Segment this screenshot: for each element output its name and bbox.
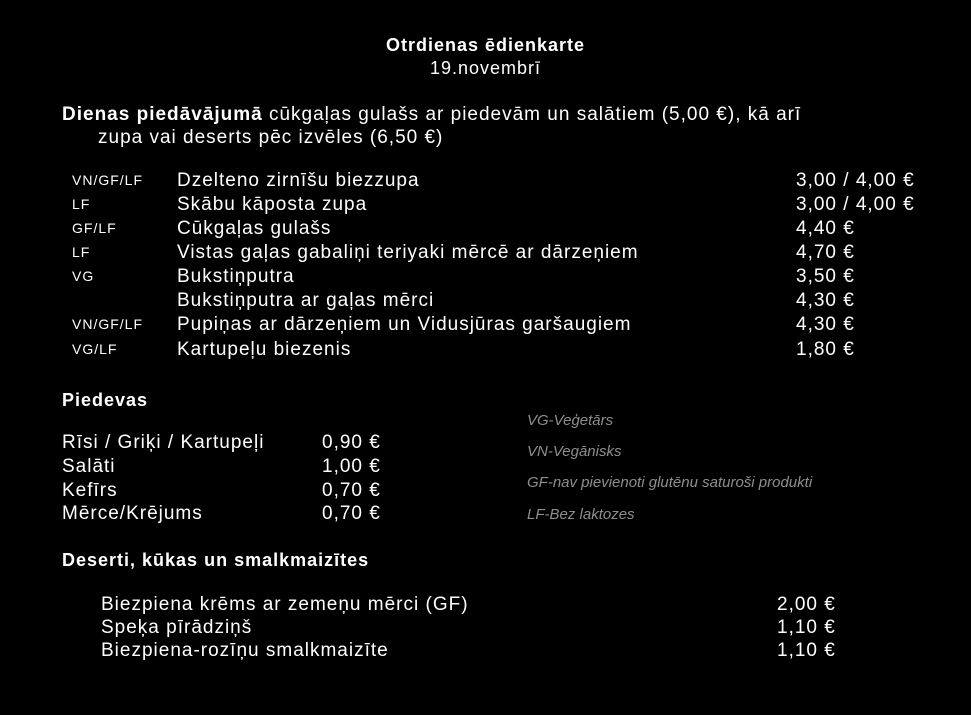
side-item xyxy=(0,480,500,504)
side-price: 0,70 € xyxy=(322,503,381,524)
side-price: 0,90 € xyxy=(322,432,381,453)
dish-name: Skābu kāposta zupa xyxy=(177,194,368,215)
diet-tag: VG xyxy=(72,268,95,284)
menu-item xyxy=(0,290,971,314)
dish-name: Cūkgaļas gulašs xyxy=(177,218,332,239)
daily-offer-label: Dienas piedāvājumā xyxy=(62,104,263,125)
side-price: 1,00 € xyxy=(322,456,381,477)
diet-tag: VN/GF/LF xyxy=(72,316,144,332)
dessert-price: 1,10 € xyxy=(777,617,836,638)
side-name: Rīsi / Griķi / Kartupeļi xyxy=(62,432,265,453)
daily-offer-line-2: zupa vai deserts pēc izvēles (6,50 €) xyxy=(98,127,444,148)
dish-price: 4,30 € xyxy=(796,290,855,311)
dessert-item xyxy=(0,640,971,664)
dessert-price: 1,10 € xyxy=(777,640,836,661)
dessert-name: Speķa pīrādziņš xyxy=(101,617,253,638)
menu-item xyxy=(0,170,971,194)
dish-price: 4,70 € xyxy=(796,242,855,263)
legend-vegetarian: VG-Veģetārs xyxy=(527,412,614,429)
diet-tag: GF/LF xyxy=(72,220,117,236)
legend-gluten-free: GF-nav pievienoti glutēnu saturoši produkti xyxy=(527,474,813,491)
dessert-name: Biezpiena-rozīņu smalkmaizīte xyxy=(101,640,389,661)
side-name: Salāti xyxy=(62,456,116,477)
dish-price: 1,80 € xyxy=(796,339,855,360)
menu-date: 19.novembrī xyxy=(429,58,542,78)
menu-item xyxy=(0,314,971,338)
menu-item xyxy=(0,242,971,266)
side-name: Mērce/Krējums xyxy=(62,503,203,524)
dessert-price: 2,00 € xyxy=(777,594,836,615)
dish-name: Pupiņas ar dārzeņiem un Vidusjūras garšaugiem xyxy=(177,314,632,335)
diet-tag: VG/LF xyxy=(72,341,118,357)
side-item xyxy=(0,432,500,456)
diet-tag: LF xyxy=(72,244,91,260)
side-name: Kefīrs xyxy=(62,480,118,501)
dish-price: 3,00 / 4,00 € xyxy=(796,170,915,191)
dish-price: 4,40 € xyxy=(796,218,855,239)
dessert-item xyxy=(0,594,971,618)
dish-price: 4,30 € xyxy=(796,314,855,335)
menu-item xyxy=(0,194,971,218)
side-price: 0,70 € xyxy=(322,480,381,501)
daily-offer-text: cūkgaļas gulašs ar piedevām un salātiem (5,00 €), kā arī xyxy=(262,104,802,125)
dish-name: Kartupeļu biezenis xyxy=(177,339,352,360)
diet-tag: VN/GF/LF xyxy=(72,172,144,188)
menu-item xyxy=(0,339,971,363)
dessert-name: Biezpiena krēms ar zemeņu mērci (GF) xyxy=(101,594,469,615)
dish-name: Bukstiņputra xyxy=(177,266,295,287)
dish-name: Bukstiņputra ar gaļas mērci xyxy=(177,290,435,311)
dessert-item xyxy=(0,617,971,641)
dish-price: 3,00 / 4,00 € xyxy=(796,194,915,215)
legend-vegan: VN-Vegānisks xyxy=(527,443,622,460)
sides-heading: Piedevas xyxy=(62,390,149,410)
menu-item xyxy=(0,266,971,290)
side-item xyxy=(0,456,500,480)
desserts-heading: Deserti, kūkas un smalkmaizītes xyxy=(62,550,370,570)
daily-offer-line-1 xyxy=(62,104,801,126)
side-item xyxy=(0,503,500,527)
diet-tag: LF xyxy=(72,196,91,212)
legend-lactose-free: LF-Bez laktozes xyxy=(527,506,635,523)
page-title: Otrdienas ēdienkarte xyxy=(385,35,586,55)
menu-item xyxy=(0,218,971,242)
dish-price: 3,50 € xyxy=(796,266,855,287)
dish-name: Vistas gaļas gabaliņi teriyaki mērcē ar dārzeņiem xyxy=(177,242,639,263)
dish-name: Dzelteno zirnīšu biezzupa xyxy=(177,170,420,191)
